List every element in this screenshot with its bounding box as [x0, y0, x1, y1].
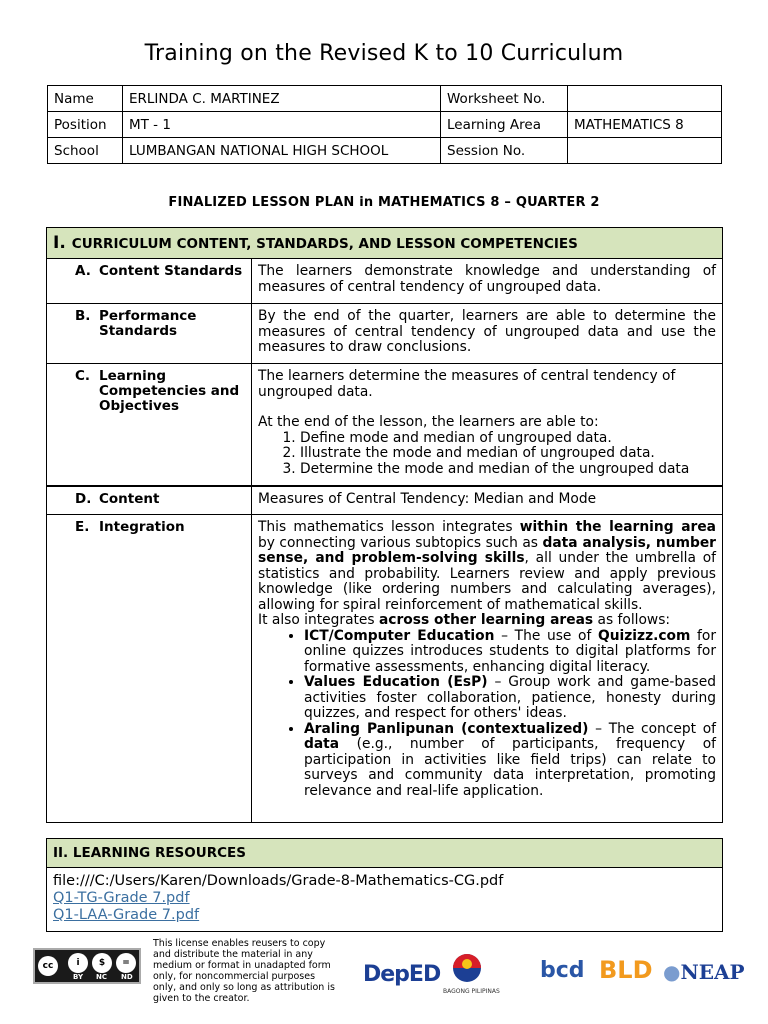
content-label-cell [47, 486, 252, 515]
content-text: Measures of Central Tendency: Median and Mode [252, 486, 723, 515]
resource-link[interactable]: Q1-TG-Grade 7.pdf [53, 890, 190, 906]
text-run: by connecting various subtopics such as [258, 534, 543, 551]
bp-caption: BAGONG PILIPINAS [443, 988, 500, 995]
name-label: Name [48, 86, 123, 112]
text-run: as follows: [593, 612, 671, 628]
integration-cell [252, 515, 723, 823]
position-label: Position [48, 112, 123, 138]
competency-statement: The learners determine the measures of central tendency of ungrouped data. [258, 368, 676, 400]
performance-standards-text: By the end of the quarter, learners are able to determine the measures of central tendency of ungrouped data and use the measures to draw conclusions. [252, 304, 723, 364]
area-value: MATHEMATICS 8 [568, 112, 722, 138]
worksheet-label: Worksheet No. [441, 86, 568, 112]
content-standards-text: The learners demonstrate knowledge and understanding of measures of central tendency of ungrouped data. [252, 259, 723, 304]
info-row [48, 86, 722, 112]
section2-header: II. LEARNING RESOURCES [46, 838, 723, 868]
bold-run: data analysis, number sense, and problem-solving skills [258, 534, 716, 566]
learning-competencies-row [47, 364, 723, 486]
school-value: LUMBANGAN NATIONAL HIGH SCHOOL [123, 138, 441, 164]
text-run: – The concept of [588, 720, 716, 737]
bold-run: within the learning area [519, 519, 716, 535]
performance-standards-label-cell [47, 304, 252, 364]
curriculum-table [46, 227, 723, 823]
cc-license-badge [33, 948, 141, 984]
label-letter: E. [75, 519, 90, 535]
label-text: Integration [99, 519, 185, 535]
label-letter: A. [75, 263, 91, 279]
license-text: This license enables reusers to copy and distribute the material in any medium or format in unadapted form only, for noncommercial purposes only, and only so long as attribution is given to the creator. [153, 938, 335, 1004]
bold-run: Values Education (EsP) [304, 674, 488, 690]
deped-logo [363, 962, 440, 987]
section1-roman: I. [53, 233, 66, 253]
resources-body [46, 868, 723, 932]
bold-run: ICT/Computer Education [304, 627, 495, 644]
session-label: Session No. [441, 138, 568, 164]
text-run: This mathematics lesson integrates [258, 519, 520, 535]
learning-resources-section [46, 838, 723, 932]
bcd-logo: bcd [540, 958, 585, 983]
page-title: Training on the Revised K to 10 Curriculum [144, 41, 624, 66]
info-row [48, 138, 722, 164]
content-standards-row [47, 259, 723, 304]
bld-logo: BLD [599, 956, 653, 984]
learning-competencies-cell [252, 364, 723, 486]
neap-logo: ●NEAP [663, 960, 745, 984]
cc-icon: cc [38, 956, 58, 976]
resource-path: file:///C:/Users/Karen/Downloads/Grade-8-Mathematics-CG.pdf [53, 873, 504, 889]
neap-logo-text: NEAP [680, 960, 745, 984]
text-run: It also integrates [258, 612, 379, 628]
objectives-list [258, 431, 716, 478]
text-run: (e.g., number of participants, frequency of participation in activities like field trips) can relate to surveys and community data interpretation, promoting relevance and real-life application. [304, 736, 716, 799]
footer [33, 938, 745, 1004]
label-text: Learning Competencies and Objectives [99, 368, 240, 414]
section-header-row [47, 228, 723, 259]
info-row [48, 112, 722, 138]
content-standards-label-cell [47, 259, 252, 304]
nc-icon: $ [92, 953, 112, 973]
label-text: Performance Standards [99, 308, 197, 339]
bold-run: data [304, 736, 340, 752]
name-value: ERLINDA C. MARTINEZ [123, 86, 441, 112]
position-value: MT - 1 [123, 112, 441, 138]
content-row [47, 486, 723, 515]
objective-item: 3. Determine the mode and median of the ungrouped data [300, 462, 716, 478]
integration-bullet [304, 675, 716, 722]
bold-run: Araling Panlipunan (contextualized) [304, 720, 589, 737]
worksheet-value [568, 86, 722, 112]
integration-row [47, 515, 723, 823]
section1-title: CURRICULUM CONTENT, STANDARDS, AND LESSON COMPETENCIES [71, 236, 578, 252]
integration-list [258, 629, 716, 800]
text-run: , all under the umbrella of statistics and probability. Learners review and apply previous knowledge (like ordering numbers and calculating averages), allowing for spiral reinforcement of mathematical skills. [258, 550, 716, 613]
section1-header [47, 228, 723, 259]
cc-by-label: BY [73, 973, 84, 981]
label-letter: C. [75, 368, 91, 384]
integration-bullet [304, 629, 716, 676]
lesson-plan-subtitle: FINALIZED LESSON PLAN in MATHEMATICS 8 – QUARTER 2 [168, 195, 600, 210]
label-text: Content Standards [99, 263, 243, 279]
cc-nd-label: ND [121, 973, 133, 981]
by-icon: i [68, 953, 88, 973]
label-text: Content [99, 490, 160, 507]
school-label: School [48, 138, 123, 164]
bagong-pilipinas-logo [443, 950, 491, 990]
integration-bullet [304, 722, 716, 800]
integration-paragraph [258, 520, 716, 613]
integration-paragraph [258, 613, 716, 629]
deped-logo-text: DepED [363, 962, 441, 987]
area-label: Learning Area [441, 112, 568, 138]
objectives-intro: At the end of the lesson, the learners are able to: [258, 414, 599, 430]
resource-link[interactable]: Q1-LAA-Grade 7.pdf [53, 907, 200, 923]
label-letter: D. [75, 490, 92, 507]
bold-run: across other learning areas [379, 612, 594, 628]
text-run: for online quizzes introduces students to digital platforms for formative assessments, enhancing digital literacy. [304, 627, 716, 675]
nd-icon: = [116, 953, 136, 973]
session-value [568, 138, 722, 164]
performance-standards-row [47, 304, 723, 364]
label-letter: B. [75, 308, 91, 324]
text-run: – Group work and game-based activities foster collaboration, patience, honesty during quizzes, and respect for others' ideas. [304, 674, 716, 721]
bold-run: Quizizz.com [598, 627, 691, 644]
objective-item: 2. Illustrate the mode and median of ungrouped data. [300, 446, 716, 462]
objective-item: 1. Define mode and median of ungrouped data. [300, 431, 716, 447]
learning-competencies-label-cell [47, 364, 252, 486]
integration-label-cell [47, 515, 252, 823]
info-table [47, 85, 722, 164]
logo-strip [363, 944, 745, 996]
text-run: – The use of [494, 627, 598, 644]
cc-nc-label: NC [96, 973, 107, 981]
